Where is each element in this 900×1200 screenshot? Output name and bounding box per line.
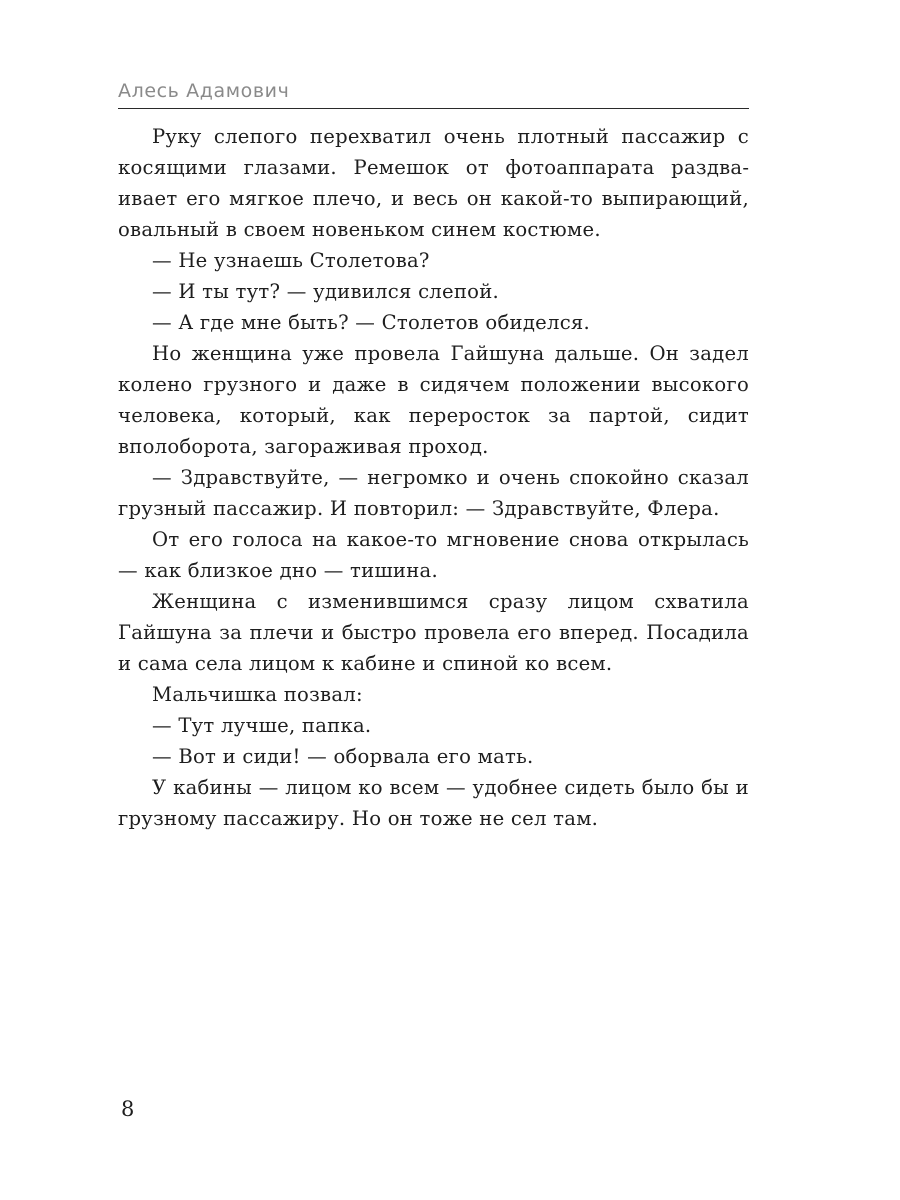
paragraph: Но женщина уже провела Гайшуна дальше. Он задел колено грузного и даже в сидячем положении высокого человека, который, как переросток за партой, сидит вполоборота, загораживая проход. xyxy=(118,342,749,458)
paragraph: — Вот и сиди! — оборвала его мать. xyxy=(152,745,534,768)
running-head-author: Алесь Адамович xyxy=(118,80,290,102)
paragraph: Женщина с изменившимся сразу лицом схватила Гайшуна за плечи и быстро провела его вперед. Посадила и сама села лицом к кабине и спиной ко всем. xyxy=(118,590,749,675)
paragraph: — И ты тут? — удивился слепой. xyxy=(152,280,499,303)
header-rule xyxy=(118,108,749,109)
paragraph: От его голоса на какое-то мгновение снова открылась — как близкое дно — тишина. xyxy=(118,528,749,582)
paragraph: У кабины — лицом ко всем — удобнее сидеть было бы и грузному пассажиру. Но он тоже не сел там. xyxy=(118,776,749,830)
paragraph: — Здравствуйте, — негромко и очень спокойно сказал грузный пассажир. И повторил: — Здравствуйте, Флера. xyxy=(118,466,749,520)
paragraph: — А где мне быть? — Столетов обиделся. xyxy=(152,311,591,334)
paragraph: — Тут лучше, папка. xyxy=(152,714,372,737)
paragraph: — Не узнаешь Столетова? xyxy=(152,249,430,272)
body-text xyxy=(118,121,749,834)
paragraph: Руку слепого перехватил очень плотный пассажир с косящими глазами. Ремешок от фотоаппарата раздваивает его мягкое плечо, и весь он какой-то выпирающий, овальный в своем новеньком синем костюме. xyxy=(118,125,749,241)
paragraph: Мальчишка позвал: xyxy=(152,683,363,706)
page-number: 8 xyxy=(121,1097,135,1121)
